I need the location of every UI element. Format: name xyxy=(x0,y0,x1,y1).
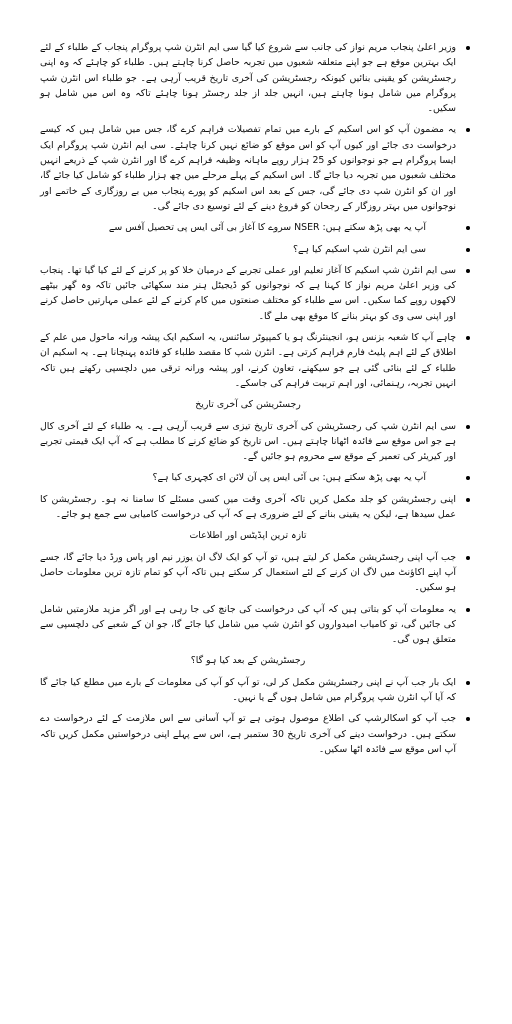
list-item xyxy=(40,711,472,757)
list-item xyxy=(40,242,472,257)
list-item[interactable] xyxy=(40,220,472,235)
paragraph-fields: چاہے آپ کا شعبہ بزنس ہو، انجینئرنگ ہو یا کمپیوٹر سائنس، یہ اسکیم ایک پیشہ ورانہ ماحول میں علم کے اطلاق کے لئے اہم پلیٹ فارم فراہم کرتی ہے۔ انٹرن شپ کا مقصد طلباء کو فائدہ پہنچانا ہے۔ یہ اسکیم ان طلباء کے لئے بنائی گئی ہے جو سیکھنے، تعاون کرنے، اور پیشہ ورانہ ترقی میں دلچسپی رکھتے ہیں تاکہ انہیں تجربہ، رہنمائی، اور اہم تربیت فراہم کی جاسکے۔ xyxy=(40,332,456,389)
paragraph-register-early: اپنی رجسٹریشن کو جلد مکمل کریں تاکہ آخری وقت میں کسی مسئلے کا سامنا نہ ہو۔ رجسٹریشن کا عمل سیدھا ہے، لیکن یہ یقینی بنانے کے لئے ضروری ہے کہ آپ کی درخواست کامیابی سے جمع ہو جائے۔ xyxy=(40,493,456,521)
heading-last-date: رجسٹریشن کی آخری تاریخ xyxy=(195,399,301,411)
paragraph-intro: وزیر اعلیٰ پنجاب مریم نواز کی جانب سے شروع کیا گیا سی ایم انٹرن شپ پروگرام پنجاب کے طلباء کے لئے ایک بہترین موقع ہے جو اپنے متعلقہ شعبوں میں تجربہ حاصل کرنا چاہتے ہیں۔ طلباء کو چاہئے کہ وہ اپنی رجسٹریشن کو یقینی بنائیں کیونکہ رجسٹریشن کی آخری تاریخ قریب آرہی ہے۔ جو طلباء اس انٹرن شپ پروگرام میں شامل ہونا چاہتے ہیں، انہیں جلد از جلد رجسٹر ہونا چاہئے تاکہ وہ اس میں شامل ہو سکیں۔ xyxy=(40,42,456,115)
paragraph-overview: یہ مضمون آپ کو اس اسکیم کے بارے میں تمام تفصیلات فراہم کرے گا، جس میں شامل ہیں کہ کیسے درخواست دی جائے اور کیوں آپ کو اس موقع کو ضائع نہیں کرنا چاہئے۔ سی ایم انٹرن شپ پروگرام ایک ایسا پروگرام ہے جو نوجوانوں کو 25 ہزار روپے ماہانہ وظیفہ فراہم کرے گا اور انٹرن شپ کے ذریعے انہیں مختلف شعبوں میں تجربہ دیا جائے گا۔ اس اسکیم کے پہلے مرحلے میں چھ ہزار طلباء کو شامل کیا جائے گا، اور ان کو انٹرن شپ دی جائے گی، جس کے بعد اس اسکیم کو پورے پنجاب میں بے روزگاری کے خاتمے اور نوجوانوں میں بہتر روزگار کے رجحان کو فروغ دینے کے لئے توسیع دی جائے گی۔ xyxy=(40,124,456,212)
paragraph-login: جب آپ اپنی رجسٹریشن مکمل کر لیتے ہیں، تو آپ کو ایک لاگ ان یوزر نیم اور پاس ورڈ دیا جائے گا، جسے آپ اپنے اکاؤنٹ میں لاگ ان کرنے کے لئے استعمال کر سکتے ہیں تاکہ آپ کو تمام تازہ ترین معلومات حاصل ہو سکیں۔ xyxy=(40,551,456,594)
list-item xyxy=(40,40,472,116)
list-item xyxy=(40,419,472,465)
heading-latest-updates: تازہ ترین اپڈیٹس اور اطلاعات xyxy=(189,530,307,542)
list-item xyxy=(40,263,472,324)
list-item xyxy=(40,675,472,706)
paragraph-notification: ایک بار جب آپ نے اپنی رجسٹریشن مکمل کر لی، تو آپ کو آپ کی معلومات کے بارے میں مطلع کیا جائے گا کہ آیا آپ انٹرن شپ پروگرام میں شامل ہوں گے یا نہیں۔ xyxy=(40,676,456,703)
list-item xyxy=(40,550,472,596)
also-read-kachehri-link[interactable]: آپ یہ بھی پڑھ سکتے ہیں: بی آئی ایس پی آن لائن ای کچہری کیا ہے؟ xyxy=(152,472,426,484)
paragraph-deadline: سی ایم انٹرن شپ کی رجسٹریشن کی آخری تاریخ تیزی سے قریب آرہی ہے۔ یہ طلباء کے لئے آخری کال ہے جو اس موقع سے فائدہ اٹھانا چاہتے ہیں۔ اس تاریخ کو ضائع کرنے کا مطلب ہے کہ آپ ایک قیمتی تجربے اور کیریئر کی تعمیر کے موقع سے محروم ہو جائیں گے۔ xyxy=(40,420,456,463)
list-item xyxy=(40,122,472,214)
heading-what-is-scheme: سی ایم انٹرن شپ اسکیم کیا ہے؟ xyxy=(293,243,426,255)
heading-after-registration: رجسٹریشن کے بعد کیا ہو گا؟ xyxy=(190,655,306,667)
article-list xyxy=(40,40,472,757)
list-item xyxy=(40,602,472,648)
list-item xyxy=(40,653,472,668)
paragraph-apply: جب آپ کو اسکالرشپ کی اطلاع موصول ہوتی ہے تو آپ آسانی سے اس ملازمت کے لئے درخواست دے سکتے ہیں۔ درخواست دینے کی آخری تاریخ 30 ستمبر ہے، اس سے پہلے اپنی درخواستیں مکمل کریں تاکہ آپ اس موقع سے فائدہ اٹھا سکیں۔ xyxy=(40,713,456,755)
list-item xyxy=(40,528,472,543)
list-item xyxy=(40,492,472,523)
paragraph-scheme: سی ایم انٹرن شپ اسکیم کا آغاز تعلیم اور عملی تجربے کے درمیان خلا کو پر کرنے کے لئے کیا گیا تھا۔ پنجاب کی وزیر اعلیٰ مریم نواز کا کہنا ہے کہ نوجوانوں کو ڈیجیٹل ہنر مند سکھائی جائیں تاکہ وہ گھر بیٹھے لاکھوں روپے کما سکیں۔ اس سے طلباء کو مختلف صنعتوں میں کام کرنے کے لئے عملی مہارتیں حاصل کرنے اور اپنی سی وی کو بہتر بنانے کا موقع بھی ملے گا۔ xyxy=(40,264,456,322)
paragraph-info: یہ معلومات آپ کو بتاتی ہیں کہ آپ کی درخواست کی جانچ کی جا رہی ہے اور اگر مزید ملازمتیں شامل کی جائیں گی، تو کامیاب امیدواروں کو انٹرن شپ میں شامل کیا جائے گا، جو ان کے شعبے کی دلچسپی سے متعلق ہوں گی۔ xyxy=(40,603,456,646)
list-item xyxy=(40,397,472,412)
list-item[interactable] xyxy=(40,470,472,485)
list-item xyxy=(40,330,472,391)
also-read-nser-link[interactable]: آپ یہ بھی پڑھ سکتے ہیں: NSER سروے کا آغاز بی آئی ایس پی تحصیل آفس سے xyxy=(108,222,426,234)
